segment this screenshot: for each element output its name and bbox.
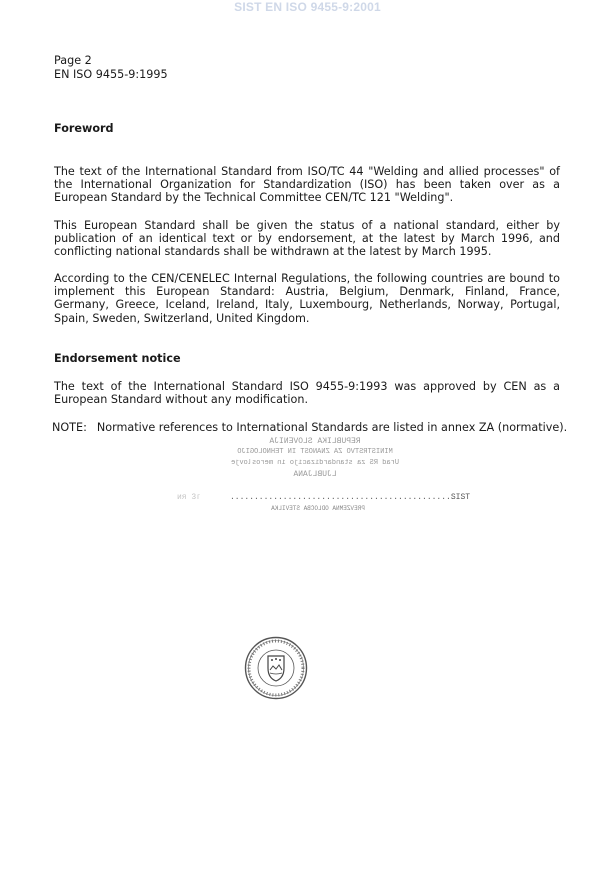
foreword-paragraph-2: This European Standard shall be given the status of a national standard, either by publication of an identical text or by endorsement, at the latest by March 1996, and conflicting national standards shall be withdrawn at the latest by March 1995.: [54, 219, 560, 259]
stamp-line-3: Urad RS za standardizacijo in meroslovje: [230, 459, 400, 467]
svg-text:ᴎᴙ 3ᴦ: ᴎᴙ 3ᴦ: [177, 493, 202, 502]
official-seal-icon: [244, 636, 308, 700]
stamp-line-1: REPUBLIKA SLOVENIJA: [269, 437, 361, 446]
stamp-bottom-line: PREVZEMNA ODLOČBA ŠTEVILKA: [271, 505, 365, 512]
foreword-paragraph-1: The text of the International Standard from ISO/TC 44 "Welding and allied processes" of the International Organization for Standardization (ISO) has been taken over as a European Standard by the Technical Committee CEN/TC 121 "Welding".: [54, 165, 560, 205]
note-label: NOTE:: [52, 421, 87, 434]
watermark: SIST EN ISO 9455-9:2001: [234, 0, 381, 14]
endorsement-stamp: [230, 437, 471, 513]
page-number: Page 2: [54, 54, 92, 67]
standard-number: EN ISO 9455-9:1995: [54, 68, 168, 81]
stamp-line-2: MINISTRSTVO ZA ZNANOST IN TEHNOLOGIJO: [237, 448, 393, 456]
page-header: [54, 54, 168, 82]
note-text: Normative references to International Standards are listed in annex ZA (normative).: [96, 421, 568, 434]
stamp-mark-icon: [175, 489, 215, 503]
foreword-heading: Foreword: [54, 122, 114, 135]
note: [52, 421, 572, 434]
stamp-field: ..............................................SIST: [230, 493, 471, 502]
endorsement-heading: Endorsement notice: [54, 352, 181, 365]
stamp-line-4: LJUBLJANA: [293, 470, 337, 479]
foreword-paragraph-3: According to the CEN/CENELEC Internal Regulations, the following countries are bound to implement this European Standard: Austria, Belgium, Denmark, Finland, France, Germany, Greece, Iceland, Ireland, Italy, Luxembourg, Netherlands, Norway, Portugal, Spain, Sweden, Switzerland, United Kingdom.: [54, 272, 560, 325]
endorsement-text: The text of the International Standard ISO 9455-9:1993 was approved by CEN as a European Standard without any modification.: [54, 380, 560, 407]
